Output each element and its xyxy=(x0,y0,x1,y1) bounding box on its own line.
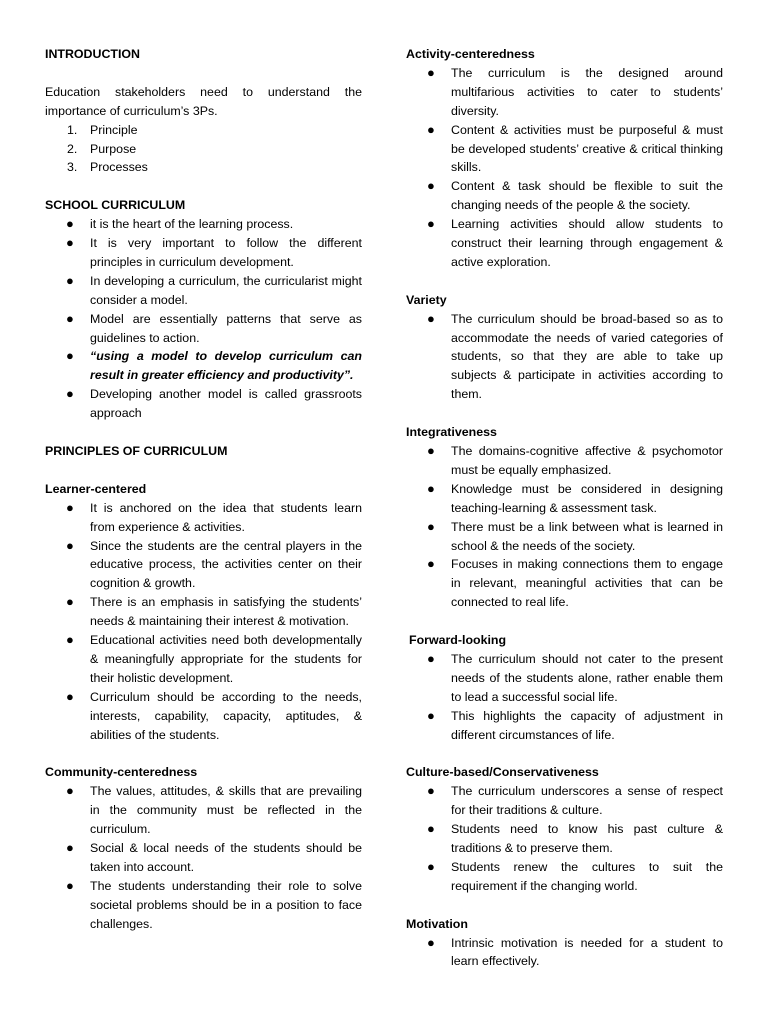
motivation-heading: Motivation xyxy=(406,916,468,931)
forward-looking-heading: Forward-looking xyxy=(409,633,507,648)
culture-based-list xyxy=(406,782,723,895)
list-item: 2. Purpose xyxy=(67,141,137,156)
bullet-icon: ● xyxy=(427,310,435,326)
integrativeness-list xyxy=(406,442,723,612)
bullet-icon: ● xyxy=(427,518,435,534)
list-item: ● Students need to know his past culture & traditions & to preserve them. xyxy=(427,821,723,855)
variety-list xyxy=(406,310,723,405)
bullet-icon: ● xyxy=(427,707,435,723)
bullet-icon: ● xyxy=(427,480,435,496)
list-item: ● Educational activities need both developmentally & meaningfully appropriate for the students for their holistic development. xyxy=(66,632,362,685)
bullet-icon: ● xyxy=(427,650,435,666)
list-item: ● Developing another model is called grassroots approach xyxy=(66,386,362,421)
bullet-icon: ● xyxy=(66,783,74,799)
community-centeredness-list xyxy=(45,782,362,933)
list-item: ● The domains-cognitive affective & psychomotor must be equally emphasized. xyxy=(427,443,723,477)
list-item xyxy=(45,347,362,385)
bullet-icon: ● xyxy=(427,934,435,950)
list-item: ● Intrinsic motivation is needed for a student to learn effectively. xyxy=(427,934,723,969)
bullet-icon: ● xyxy=(427,216,435,232)
variety-heading: Variety xyxy=(406,292,447,307)
culture-based-heading: Culture-based/Conservativeness xyxy=(406,765,599,780)
bullet-icon: ● xyxy=(66,272,74,288)
community-centeredness-heading: Community-centeredness xyxy=(45,765,198,780)
bullet-icon: ● xyxy=(427,858,435,874)
list-item: ● This highlights the capacity of adjustment in different circumstances of life. xyxy=(427,707,723,742)
bullet-icon: ● xyxy=(427,178,435,194)
motivation-list xyxy=(406,934,723,972)
activity-centeredness-list xyxy=(406,64,723,272)
emphasized-quote: “using a model to develop curriculum can result in greater efficiency and productivity”. xyxy=(90,349,362,383)
three-ps-list xyxy=(45,121,362,178)
list-item: ● Curriculum should be according to the needs, interests, capability, capacity, aptitudes, & abilities of the students. xyxy=(66,688,362,742)
bullet-icon: ● xyxy=(66,216,74,232)
bullet-icon: ● xyxy=(66,348,74,364)
list-item: ● it is the heart of the learning process. xyxy=(45,215,362,234)
list-item: ● Knowledge must be considered in designing teaching-learning & assessment task. xyxy=(427,480,723,515)
left-column xyxy=(45,45,362,934)
list-item: ● Content & activities must be purposeful & must be developed students’ creative & critical thinking skills. xyxy=(427,121,723,175)
bullet-icon: ● xyxy=(427,121,435,137)
introduction-heading: INTRODUCTION xyxy=(45,47,140,61)
bullet-icon: ● xyxy=(66,537,74,553)
list-item: ● The curriculum is the designed around multifarious activities to cater to students’ diversity. xyxy=(427,64,723,118)
list-item: ● Learning activities should allow students to construct their learning through engagement & active exploration. xyxy=(427,216,723,269)
list-item: ● The values, attitudes, & skills that are prevailing in the community must be reflected in the curriculum. xyxy=(66,783,362,837)
bullet-icon: ● xyxy=(66,235,74,251)
activity-centeredness-heading: Activity-centeredness xyxy=(406,47,535,61)
bullet-icon: ● xyxy=(427,556,435,572)
bullet-icon: ● xyxy=(66,877,74,893)
bullet-icon: ● xyxy=(66,594,74,610)
bullet-icon: ● xyxy=(66,839,74,855)
list-item: ● Model are essentially patterns that serve as guidelines to action. xyxy=(66,310,362,345)
forward-looking-list xyxy=(406,650,723,745)
list-item: ● In developing a curriculum, the curricularist might consider a model. xyxy=(66,272,362,307)
list-item: ● The students understanding their role to solve societal problems should be in a position to face challenges. xyxy=(66,877,362,931)
bullet-icon: ● xyxy=(427,443,435,458)
list-item: ● The curriculum should be broad-based so as to accommodate the needs of varied categories of students, so that they are able to take up subjects & participate in activities according to them. xyxy=(427,310,723,402)
bullet-icon: ● xyxy=(427,64,435,80)
school-curriculum-heading: SCHOOL CURRICULUM xyxy=(45,198,186,213)
list-item: ● It is anchored on the idea that students learn from experience & activities. xyxy=(66,499,362,534)
list-item: ● The curriculum should not cater to the present needs of the students alone, rather enable them to lead a successful social life. xyxy=(427,650,723,704)
bullet-icon: ● xyxy=(427,821,435,837)
list-item: ● Students renew the cultures to suit the requirement if the changing world. xyxy=(427,858,723,893)
list-item: ● There is an emphasis in satisfying the students’ needs & maintaining their interest & motivation. xyxy=(66,594,362,629)
bullet-icon: ● xyxy=(66,386,74,402)
list-item: 1. Principle xyxy=(67,122,138,137)
list-item: 3. Processes xyxy=(67,160,148,175)
list-item: ● Social & local needs of the students should be taken into account. xyxy=(66,839,362,874)
bullet-icon: ● xyxy=(427,783,435,799)
principles-heading: PRINCIPLES OF CURRICULUM xyxy=(45,443,228,458)
learner-centered-list xyxy=(45,499,362,745)
bullet-icon: ● xyxy=(66,499,74,515)
school-curriculum-list xyxy=(45,215,362,423)
integrativeness-heading: Integrativeness xyxy=(406,425,497,440)
list-item: ● There must be a link between what is learned in school & the needs of the society. xyxy=(427,518,723,553)
list-item: ● It is very important to follow the different principles in curriculum development. xyxy=(66,235,362,269)
introduction-paragraph: Education stakeholders need to understand the importance of curriculum’s 3Ps. xyxy=(45,84,362,118)
list-item: ● Since the students are the central players in the educative process, the activities center on their cognition & growth. xyxy=(66,537,362,591)
learner-centered-heading: Learner-centered xyxy=(45,481,147,496)
list-item: ● The curriculum underscores a sense of respect for their traditions & culture. xyxy=(427,783,723,818)
list-item: ● Focuses in making connections them to engage in relevant, meaningful activities that can be connected to real life. xyxy=(427,556,723,610)
bullet-icon: ● xyxy=(66,310,74,326)
bullet-icon: ● xyxy=(66,632,74,648)
bullet-icon: ● xyxy=(66,688,74,704)
list-item: ● Content & task should be flexible to suit the changing needs of the people & the society. xyxy=(427,178,723,213)
right-column xyxy=(406,45,723,971)
